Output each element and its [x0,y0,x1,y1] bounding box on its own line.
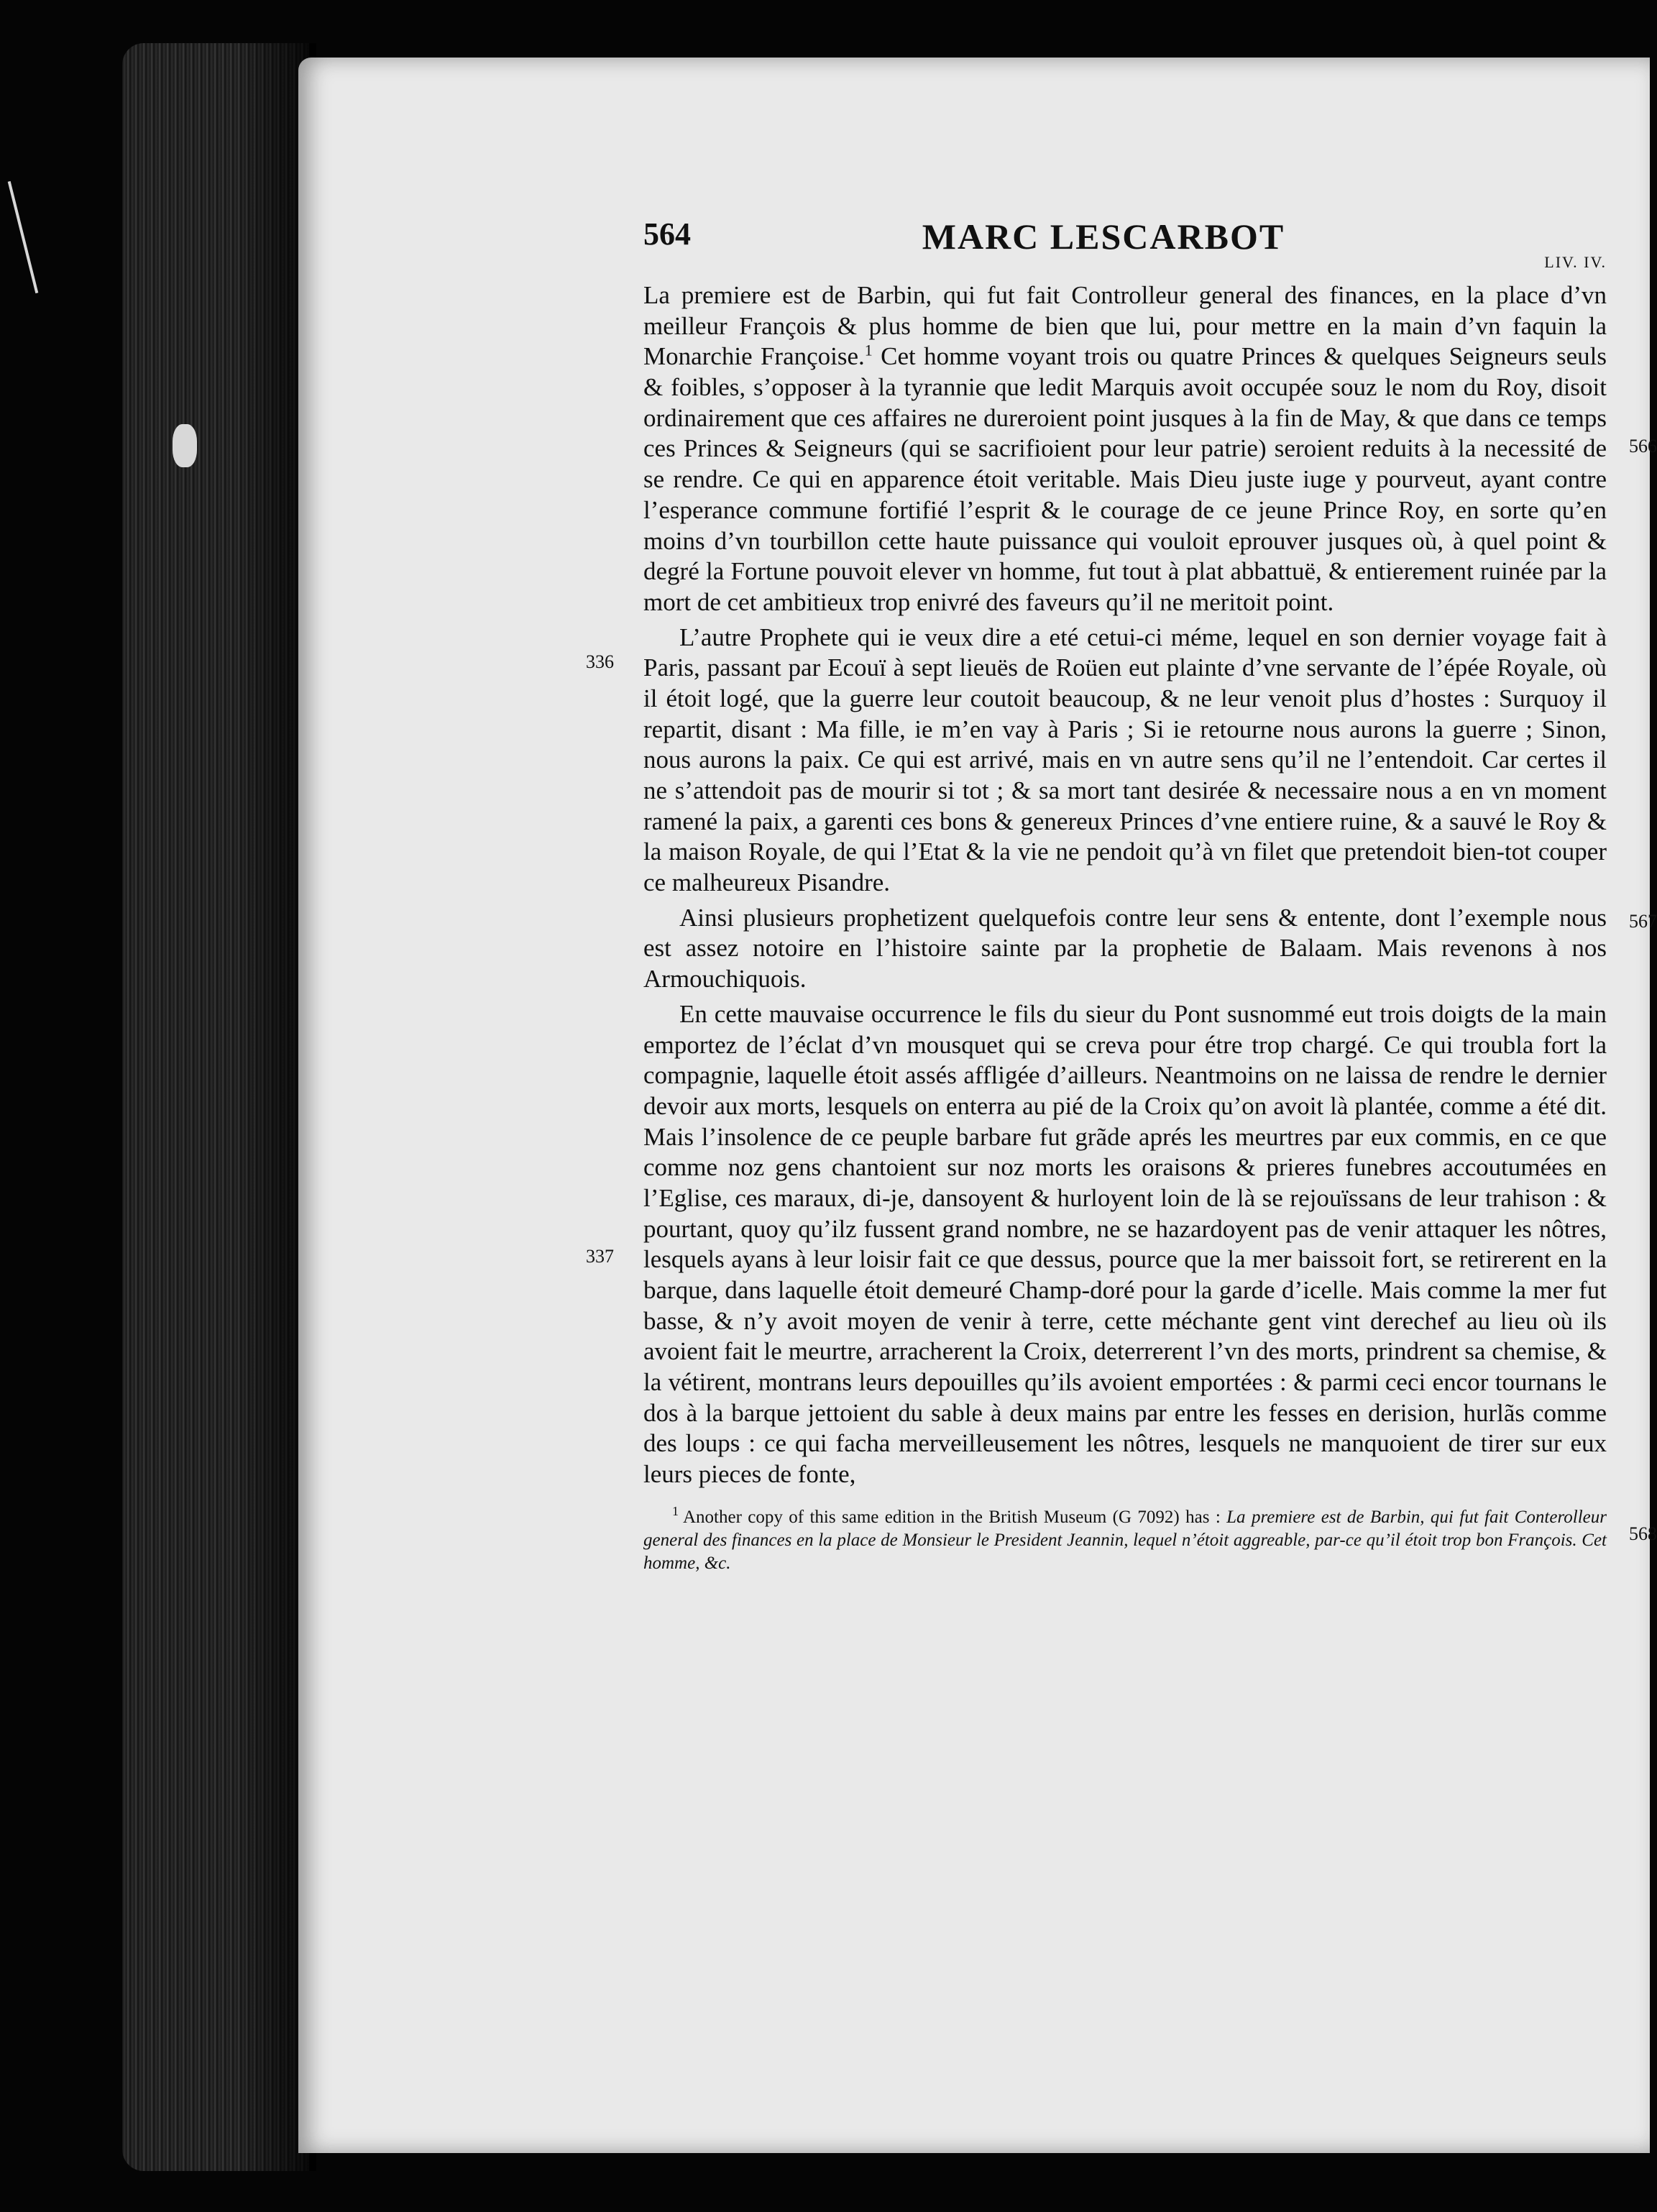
paragraph-1-text-a: La premiere est de Barbin, qui fut fait Controlleur general des finances, en la place d’vn meilleur François & plus homme de bien que lui, pour mettre en la main d’vn faquin la Monarchie Françoise. [643,281,1607,371]
footnote-intro: Another copy of this same edition in the British Museum (G 7092) has : [683,1507,1227,1527]
paragraph-2: L’autre Prophete qui ie veux dire a eté cetui-ci méme, lequel en son dernier voyage fait à Paris, passant par Ecouï à sept lieuës de Roüen eut plainte d’vne servante de l’épée Royale, où il étoit logé, que la guerre leur coutoit beaucoup, & ne leur venoit plus d’hostes : Surquoy il repartit, disant : Ma fille, ie m’en vay à Paris ; Si ie retourne nous aurons la guerre ; Sinon, nous aurons la paix. Ce qui est arrivé, mais en vn autre sens qu’il ne l’entendoit. Car certes il ne s’attendoit pas de mourir si tot ; & sa mort tant desirée & necessaire nous a en vn moment ramené la paix, a garenti ces bons & genereux Princes d’vne entiere ruine, & a sauvé le Roy & la maison Royale, de qui l’Etat & la vie ne pendoit qu’à vn filet que pretendoit bien-tot couper ce malheureux Pisandre. [643,623,1607,897]
page-content [586,216,1657,1575]
page-number: 564 [643,216,691,252]
margin-number-566: 566 [1629,436,1657,456]
running-title: MARC LESCARBOT [922,216,1285,257]
paragraph-1 [586,280,1657,672]
paragraph-3 [643,903,1657,995]
running-head [643,216,1607,280]
paragraph-4-text: En cette mauvaise occurrence le fils du sieur du Pont susnommé eut trois doigts de la main emportez de l’éclat d’vn mousquet qui se creva pour étre trop chargé. Ce qui troubla fort la compagnie, laquelle étoit assés affligée d’ailleurs. Neantmoins on ne laissa de rendre le dernier devoir aux morts, lesquels on enterra au pié de la Croix qu’on avoit là plantée, comme a été dit. Mais l’insolence de ce peuple barbare fut grãde aprés les meurtres par eux commis, en ce que comme noz gens chantoient sur noz morts les oraisons & prieres funebres accoutumées en l’Eglise, ces maraux, di-je, dansoyent & hurloyent loin de là se rejouïssans de leur trahison : & pourtant, quoy qu’ilz fussent grand nombre, ne se hazardoyent pas de venir attaquer les nôtres, lesquels ayans à leur loisir fait ce que dessus, pource que la mer baissoit fort, se retirerent en la barque, dans laquelle étoit demeuré Champ-doré pour la garde d’icelle. Mais comme la mer fut basse, & n’y avoit moyen de venir à terre, cette méchante gent vint derechef au lieu où ils avoient fait le meurtre, arracherent la Croix, deterrerent l’vn des morts, prindrent sa chemise, & la vétirent, montrans leurs depouilles qu’ils avoient emportées : & parmi ceci encor tournans le dos à la barque jettoient du sable à deux mains par entre les fesses en derision, hurlãs comme des loups : ce qui facha merveilleusement les nôtres, lesquels ne manquoient de tirer sur eux leurs pieces de fonte, [643,999,1607,1489]
running-section: LIV. IV. [1544,253,1607,271]
paragraph-3-text: Ainsi plusieurs prophetizent quelquefois contre leur sens & entente, dont l’exemple nous est assez notoire en l’histoire sainte par la prophetie de Balaam. Mais revenons à nos Armouchiquois. [643,903,1607,993]
margin-number-337: 337 [586,1245,614,1267]
footnote-reference: 1 [864,341,873,359]
scan-scratch [8,181,39,293]
footnote [643,1506,1607,1575]
margin-number-567: 567 [1629,910,1657,932]
margin-number-568: 568 [1629,1523,1657,1544]
scan-blemish [173,424,197,467]
footnote-quote: La premiere est de Barbin, qui fut fait Conterolleur general des finances en la place de Monsieur le President Jeannin, lequel n’étoit aggreable, par-ce qu’il étoit trop bon François. Cet homme, &c. [643,1507,1607,1573]
footnote-marker: 1 [672,1504,679,1519]
paragraph-1-text-b: Cet homme voyant trois ou quatre Princes & quelques Seigneurs seuls & foibles, s’opposer à la tyrannie que ledit Marquis avoit occupée souz le nom du Roy, disoit ordinairement que ces affaires ne dureroient point jusques à la fin de May, & que dans ce temps ces Princes & Seigneurs (qui se sacrifioient pour leur patrie) seroient reduits à la necessité de se rendre. Ce qui en apparence étoit veritable. Mais Dieu juste iuge y pourveut, ayant contre l’esperance commune fortifié l’esprit & le courage de ce jeune Prince Roy, en sorte qu’en moins d’vn tourbillon cette haute puissance qui vouloit eprouver jusques où, à quel point & degré la Fortune pouvoit elever vn homme, fut tout à plat abbattuë, & entierement ruinée par la mort de cet ambitieux trop enivré des faveurs qu’il ne meritoit point. [643,342,1607,616]
margin-number-336: 336 [586,651,614,672]
